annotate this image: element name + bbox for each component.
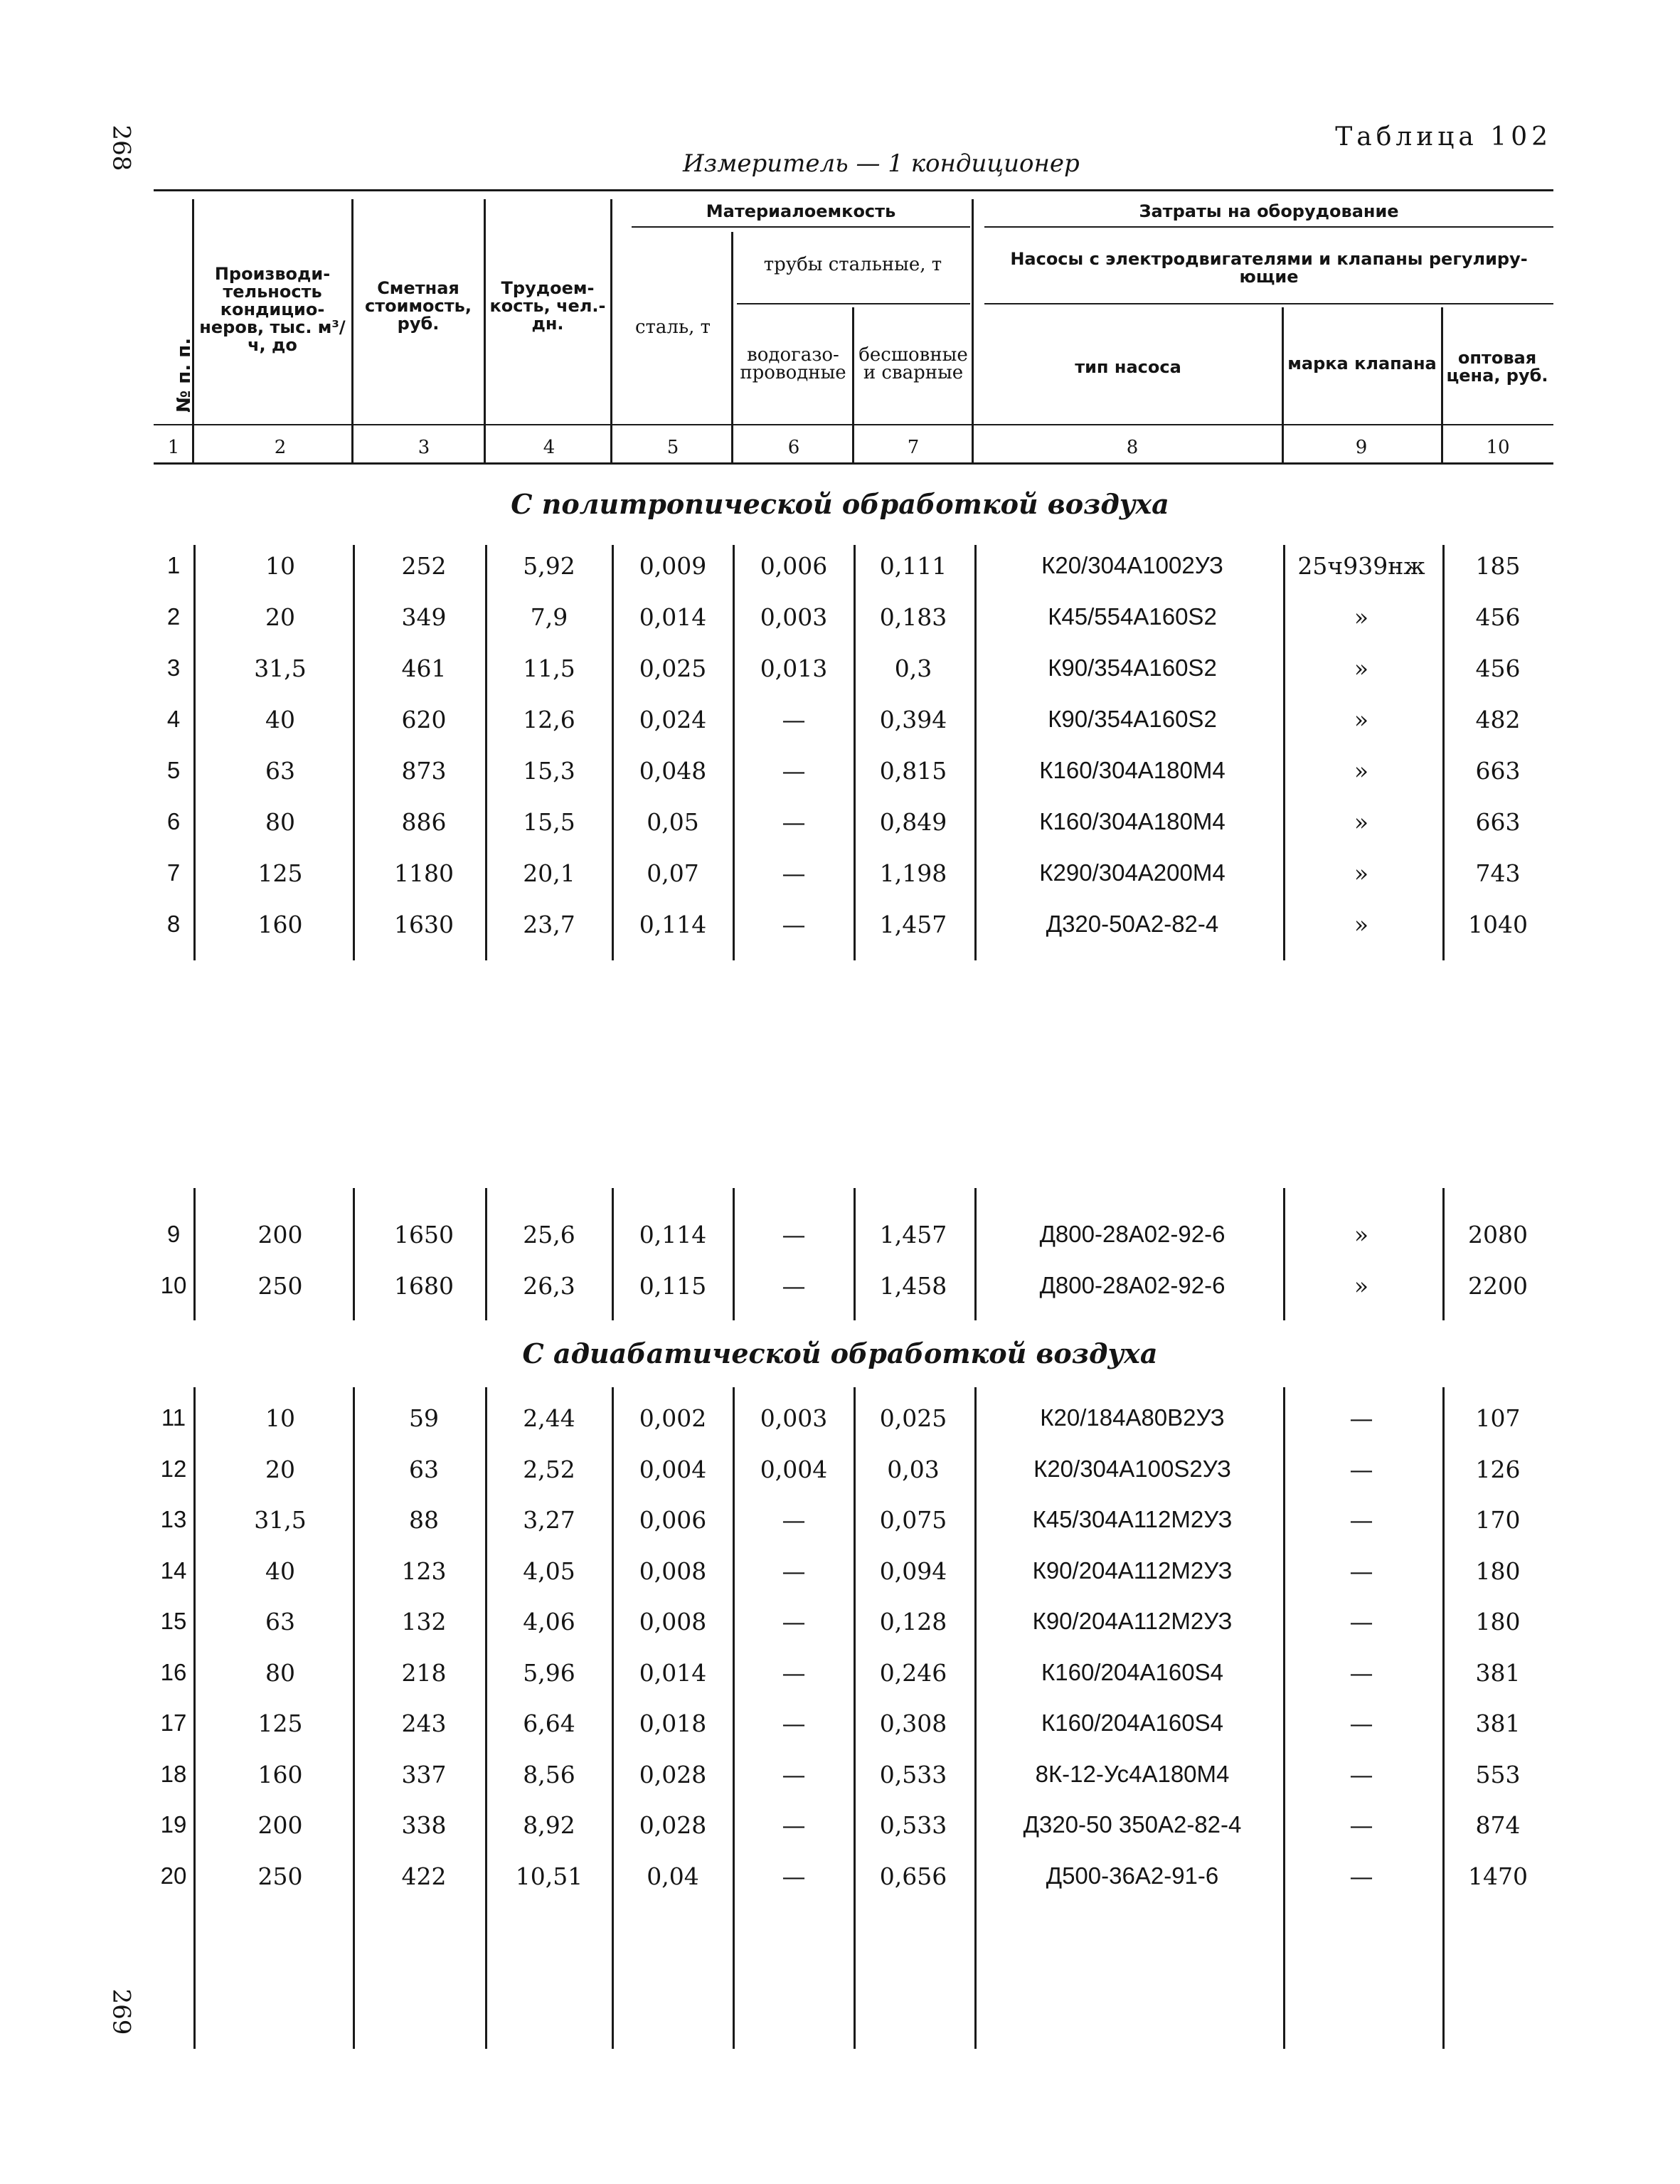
table-cell: 0,004 <box>639 1455 707 1483</box>
table-cell: 26,3 <box>523 1272 575 1300</box>
table-cell: 10 <box>265 552 295 580</box>
header-pipes-water: водогазо-проводные <box>740 344 846 383</box>
table-cell: — <box>1349 1760 1373 1788</box>
table-cell: 132 <box>401 1608 447 1636</box>
table-cell: 40 <box>265 706 295 733</box>
table-cell: — <box>782 1221 806 1249</box>
table-cell: — <box>1349 1811 1373 1839</box>
table-cell: 0,183 <box>879 603 947 631</box>
table-cell: 5,92 <box>523 552 575 580</box>
table-cell: » <box>1354 1221 1369 1249</box>
table-cell: 553 <box>1475 1760 1521 1788</box>
table-cell: » <box>1354 706 1369 733</box>
table-cell: 8К-12-Ус4А180М4 <box>1035 1760 1230 1787</box>
table-cell: 63 <box>409 1455 439 1483</box>
table-cell: — <box>782 1862 806 1890</box>
table-cell: 63 <box>265 757 295 785</box>
body-vline <box>612 545 614 960</box>
table-cell: Д320-50А2-82-4 <box>1046 911 1219 937</box>
table-cell: К90/354А160S2 <box>1048 706 1217 732</box>
table-cell: 0,006 <box>760 552 828 580</box>
table-cell: К160/204А160S4 <box>1041 1658 1223 1685</box>
table-cell: 1,458 <box>879 1272 947 1300</box>
hdr-vline <box>192 199 194 462</box>
row-number-cell: 16 <box>160 1658 187 1685</box>
colnum-bottom-rule <box>154 462 1553 465</box>
table-cell: 88 <box>409 1506 439 1534</box>
header-capacity: Производи-тельность кондицио-неров, тыс. м³/ч, до <box>199 263 346 355</box>
column-number: 4 <box>543 437 555 458</box>
table-cell: 250 <box>257 1862 303 1890</box>
table-cell: 12,6 <box>523 706 575 733</box>
row-number-cell: 6 <box>166 808 181 834</box>
table-cell: К20/184А80В2УЗ <box>1040 1404 1225 1431</box>
body-vline <box>733 1387 735 2049</box>
table-cell: 25ч939нж <box>1297 552 1425 580</box>
column-number: 10 <box>1486 437 1510 458</box>
table-cell: Д500-36А2-91-6 <box>1046 1862 1219 1889</box>
header-labor: Трудоем-кость, чел.-дн. <box>489 277 606 334</box>
row-number-cell: 4 <box>166 706 181 732</box>
table-cell: К160/204А160S4 <box>1041 1709 1223 1736</box>
table-cell: К45/304А112М2УЗ <box>1032 1506 1233 1532</box>
table-cell: » <box>1354 603 1369 631</box>
table-cell: 0,008 <box>639 1608 707 1636</box>
section-title-adiabatic: С адиабатической обработкой воздуха <box>522 1337 1158 1369</box>
table-cell: — <box>1349 1506 1373 1534</box>
column-number: 7 <box>907 437 920 458</box>
table-cell: 0,07 <box>647 859 699 887</box>
body-vline <box>854 1387 856 2049</box>
header-valve: марка клапана <box>1287 353 1437 373</box>
table-title: Таблица 102 <box>1335 122 1552 152</box>
hdr-vline <box>610 199 612 462</box>
section-title-polytropic: С политропической обработкой воздуха <box>511 488 1169 520</box>
table-cell: — <box>782 1272 806 1300</box>
row-number-cell: 3 <box>166 654 181 681</box>
hdr-vline <box>1441 307 1443 462</box>
table-cell: 0,048 <box>639 757 707 785</box>
equipment-underline <box>984 226 1553 228</box>
table-cell: 0,815 <box>879 757 947 785</box>
row-number-cell: 14 <box>160 1557 187 1584</box>
table-cell: — <box>1349 1455 1373 1483</box>
table-cell: » <box>1354 911 1369 938</box>
table-cell: 0,094 <box>879 1557 947 1585</box>
table-cell: — <box>1349 1709 1373 1737</box>
table-cell: 31,5 <box>254 654 307 682</box>
table-cell: 160 <box>257 911 303 938</box>
header-price: оптовая цена, руб. <box>1446 348 1548 386</box>
pumps-underline <box>984 303 1553 304</box>
row-number-cell: 9 <box>166 1221 181 1247</box>
table-cell: 0,533 <box>879 1760 947 1788</box>
table-cell: 0,009 <box>639 552 707 580</box>
table-cell: 663 <box>1475 757 1521 785</box>
body-vline <box>974 545 977 960</box>
table-cell: 456 <box>1475 654 1521 682</box>
table-cell: 873 <box>401 757 447 785</box>
table-cell: — <box>782 911 806 938</box>
table-cell: 0,114 <box>639 1221 707 1249</box>
table-cell: 620 <box>401 706 447 733</box>
column-number: 8 <box>1126 437 1139 458</box>
body-vline <box>193 1188 196 1320</box>
table-cell: К90/354А160S2 <box>1048 654 1217 681</box>
table-cell: К90/204А112М2УЗ <box>1032 1608 1233 1634</box>
table-cell: 20,1 <box>523 859 575 887</box>
table-cell: 0,05 <box>647 808 699 836</box>
table-cell: 0,002 <box>639 1404 707 1432</box>
table-cell: 243 <box>401 1709 447 1737</box>
table-cell: 200 <box>257 1811 303 1839</box>
body-vline <box>854 1188 856 1320</box>
material-underline <box>632 226 970 228</box>
table-cell: — <box>1349 1404 1373 1432</box>
table-cell: — <box>782 1811 806 1839</box>
row-number-cell: 10 <box>160 1272 187 1298</box>
body-vline <box>733 1188 735 1320</box>
table-cell: — <box>782 859 806 887</box>
table-cell: 422 <box>401 1862 447 1890</box>
body-vline <box>1442 1188 1445 1320</box>
table-cell: — <box>782 808 806 836</box>
measure-caption: Измеритель — 1 кондиционер <box>683 149 1080 178</box>
table-cell: 0,014 <box>639 603 707 631</box>
hdr-vline <box>852 307 854 462</box>
table-cell: 80 <box>265 1658 295 1687</box>
table-cell: 125 <box>257 1709 303 1737</box>
header-pipes-seamless: бесшовные и сварные <box>858 344 968 383</box>
body-vline <box>854 545 856 960</box>
body-vline <box>485 1188 487 1320</box>
table-cell: 456 <box>1475 603 1521 631</box>
table-cell: 123 <box>401 1557 447 1585</box>
row-number-cell: 12 <box>160 1455 187 1482</box>
table-cell: — <box>782 1608 806 1636</box>
row-number-cell: 5 <box>166 757 181 783</box>
table-cell: 0,004 <box>760 1455 828 1483</box>
row-number-cell: 17 <box>160 1709 187 1736</box>
table-cell: 874 <box>1475 1811 1521 1839</box>
table-cell: 0,3 <box>894 654 932 682</box>
table-cell: 2080 <box>1468 1221 1528 1249</box>
header-steel: сталь, т <box>634 316 711 338</box>
table-cell: — <box>1349 1608 1373 1636</box>
table-cell: — <box>782 757 806 785</box>
table-cell: 15,5 <box>523 808 575 836</box>
page-number-top: 268 <box>107 124 136 171</box>
table-cell: 160 <box>257 1760 303 1788</box>
table-cell: 0,533 <box>879 1811 947 1839</box>
table-cell: 349 <box>401 603 447 631</box>
hdr-vline <box>351 199 353 462</box>
row-number-cell: 15 <box>160 1608 187 1634</box>
column-number: 2 <box>274 437 287 458</box>
body-vline <box>612 1387 614 2049</box>
table-cell: 15,3 <box>523 757 575 785</box>
table-cell: 1,457 <box>879 1221 947 1249</box>
table-cell: К45/554А160S2 <box>1048 603 1217 630</box>
header-top-rule <box>154 189 1553 191</box>
table-cell: » <box>1354 757 1369 785</box>
table-cell: 461 <box>401 654 447 682</box>
table-cell: 126 <box>1475 1455 1521 1483</box>
table-cell: 0,114 <box>639 911 707 938</box>
table-cell: 20 <box>265 1455 295 1483</box>
table-cell: — <box>782 706 806 733</box>
column-number: 5 <box>666 437 679 458</box>
hdr-vline <box>972 199 974 462</box>
row-number-cell: 1 <box>166 552 181 578</box>
body-vline <box>1283 1387 1285 2049</box>
table-cell: — <box>782 1658 806 1687</box>
table-cell: 0,028 <box>639 1760 707 1788</box>
table-cell: Д320-50 350А2-82-4 <box>1023 1811 1242 1838</box>
table-cell: » <box>1354 1272 1369 1300</box>
row-number-cell: 11 <box>161 1404 186 1431</box>
table-cell: 0,128 <box>879 1608 947 1636</box>
table-cell: 1,198 <box>879 859 947 887</box>
table-cell: 31,5 <box>254 1506 307 1534</box>
table-cell: 0,006 <box>639 1506 707 1534</box>
table-cell: Д800-28А02-92-6 <box>1039 1221 1226 1247</box>
table-cell: 59 <box>409 1404 439 1432</box>
table-cell: 252 <box>401 552 447 580</box>
row-number-cell: 18 <box>160 1760 187 1787</box>
hdr-vline <box>731 232 733 462</box>
table-cell: 125 <box>257 859 303 887</box>
table-cell: 663 <box>1475 808 1521 836</box>
table-cell: 180 <box>1475 1557 1521 1585</box>
table-cell: 4,05 <box>523 1557 575 1585</box>
table-cell: — <box>782 1557 806 1585</box>
table-cell: 381 <box>1475 1709 1521 1737</box>
table-cell: 1630 <box>394 911 454 938</box>
table-cell: 743 <box>1475 859 1521 887</box>
hdr-vline <box>484 199 486 462</box>
table-cell: 200 <box>257 1221 303 1249</box>
row-number-cell: 20 <box>160 1862 187 1889</box>
row-number-cell: 8 <box>166 911 181 937</box>
row-number-cell: 7 <box>166 859 181 886</box>
table-cell: Д800-28А02-92-6 <box>1039 1272 1226 1298</box>
table-cell: 886 <box>401 808 447 836</box>
table-cell: 23,7 <box>523 911 575 938</box>
table-cell: 1650 <box>394 1221 454 1249</box>
table-cell: 2,52 <box>523 1455 575 1483</box>
table-cell: 0,014 <box>639 1658 707 1687</box>
table-cell: — <box>1349 1557 1373 1585</box>
table-cell: 0,308 <box>879 1709 947 1737</box>
table-cell: 10 <box>265 1404 295 1432</box>
table-cell: » <box>1354 654 1369 682</box>
table-cell: 8,92 <box>523 1811 575 1839</box>
table-cell: 250 <box>257 1272 303 1300</box>
body-vline <box>733 545 735 960</box>
table-cell: 2200 <box>1468 1272 1528 1300</box>
table-cell: 63 <box>265 1608 295 1636</box>
column-number: 6 <box>787 437 800 458</box>
body-vline <box>1283 1188 1285 1320</box>
table-cell: К20/304А1002УЗ <box>1041 552 1223 578</box>
table-cell: 1470 <box>1468 1862 1528 1890</box>
table-cell: К290/304А200М4 <box>1039 859 1226 886</box>
table-cell: » <box>1354 808 1369 836</box>
table-cell: 0,018 <box>639 1709 707 1737</box>
body-vline <box>612 1188 614 1320</box>
table-cell: 170 <box>1475 1506 1521 1534</box>
table-cell: 0,115 <box>639 1272 707 1300</box>
header-equipment: Затраты на оборудование <box>1139 201 1399 221</box>
table-cell: 40 <box>265 1557 295 1585</box>
column-number: 1 <box>167 437 180 458</box>
column-number: 3 <box>418 437 430 458</box>
table-cell: 107 <box>1475 1404 1521 1432</box>
header-row-number: № п. п. <box>174 337 195 413</box>
table-cell: 0,003 <box>760 1404 828 1432</box>
table-cell: 482 <box>1475 706 1521 733</box>
table-cell: 0,008 <box>639 1557 707 1585</box>
row-number-cell: 13 <box>160 1506 187 1532</box>
page-number-bottom: 269 <box>107 1988 136 2035</box>
table-cell: — <box>1349 1862 1373 1890</box>
table-cell: 11,5 <box>523 654 575 682</box>
table-cell: 5,96 <box>523 1658 575 1687</box>
row-number-cell: 2 <box>166 603 181 630</box>
table-cell: 20 <box>265 603 295 631</box>
body-vline <box>974 1188 977 1320</box>
table-cell: 25,6 <box>523 1221 575 1249</box>
body-vline <box>974 1387 977 2049</box>
table-cell: К90/204А112М2УЗ <box>1032 1557 1233 1584</box>
pipes-underline <box>737 303 970 304</box>
table-cell: 0,849 <box>879 808 947 836</box>
table-cell: 0,025 <box>879 1404 947 1432</box>
table-cell: 0,025 <box>639 654 707 682</box>
table-cell: 381 <box>1475 1658 1521 1687</box>
table-cell: 7,9 <box>530 603 568 631</box>
table-cell: К160/304А180М4 <box>1039 808 1226 834</box>
table-cell: — <box>782 1506 806 1534</box>
header-cost: Сметная стоимость, руб. <box>365 277 472 334</box>
table-cell: К160/304А180М4 <box>1039 757 1226 783</box>
table-cell: К20/304А100S2УЗ <box>1033 1455 1231 1482</box>
table-cell: — <box>782 1760 806 1788</box>
table-cell: 0,024 <box>639 706 707 733</box>
table-cell: 0,028 <box>639 1811 707 1839</box>
table-cell: 1180 <box>394 859 454 887</box>
header-material: Материалоемкость <box>706 201 896 221</box>
table-cell: 0,003 <box>760 603 828 631</box>
body-vline <box>353 1188 355 1320</box>
header-pump-type: тип насоса <box>1075 356 1181 377</box>
table-cell: — <box>1349 1658 1373 1687</box>
table-cell: 0,04 <box>647 1862 699 1890</box>
table-cell: 4,06 <box>523 1608 575 1636</box>
table-cell: 0,03 <box>887 1455 940 1483</box>
table-cell: 0,075 <box>879 1506 947 1534</box>
table-cell: 6,64 <box>523 1709 575 1737</box>
table-cell: » <box>1354 859 1369 887</box>
table-cell: 80 <box>265 808 295 836</box>
table-cell: 1,457 <box>879 911 947 938</box>
table-cell: 0,246 <box>879 1658 947 1687</box>
table-cell: 337 <box>401 1760 447 1788</box>
table-cell: 185 <box>1475 552 1521 580</box>
table-cell: — <box>782 1709 806 1737</box>
body-vline <box>1283 545 1285 960</box>
table-cell: 180 <box>1475 1608 1521 1636</box>
table-cell: 0,111 <box>879 552 947 580</box>
table-cell: 2,44 <box>523 1404 575 1432</box>
table-cell: 0,656 <box>879 1862 947 1890</box>
table-cell: 8,56 <box>523 1760 575 1788</box>
header-pumps: Насосы с электродвигателями и клапаны регулиру-ющие <box>1010 249 1528 287</box>
table-cell: 0,394 <box>879 706 947 733</box>
table-cell: 10,51 <box>515 1862 583 1890</box>
table-cell: 1040 <box>1468 911 1528 938</box>
hdr-vline <box>1282 307 1284 462</box>
table-cell: 3,27 <box>523 1506 575 1534</box>
header-pipes: трубы стальные, т <box>763 253 942 275</box>
row-number-cell: 19 <box>160 1811 187 1838</box>
table-cell: 338 <box>401 1811 447 1839</box>
table-cell: 218 <box>401 1658 447 1687</box>
table-cell: 1680 <box>394 1272 454 1300</box>
column-number: 9 <box>1355 437 1368 458</box>
table-cell: 0,013 <box>760 654 828 682</box>
